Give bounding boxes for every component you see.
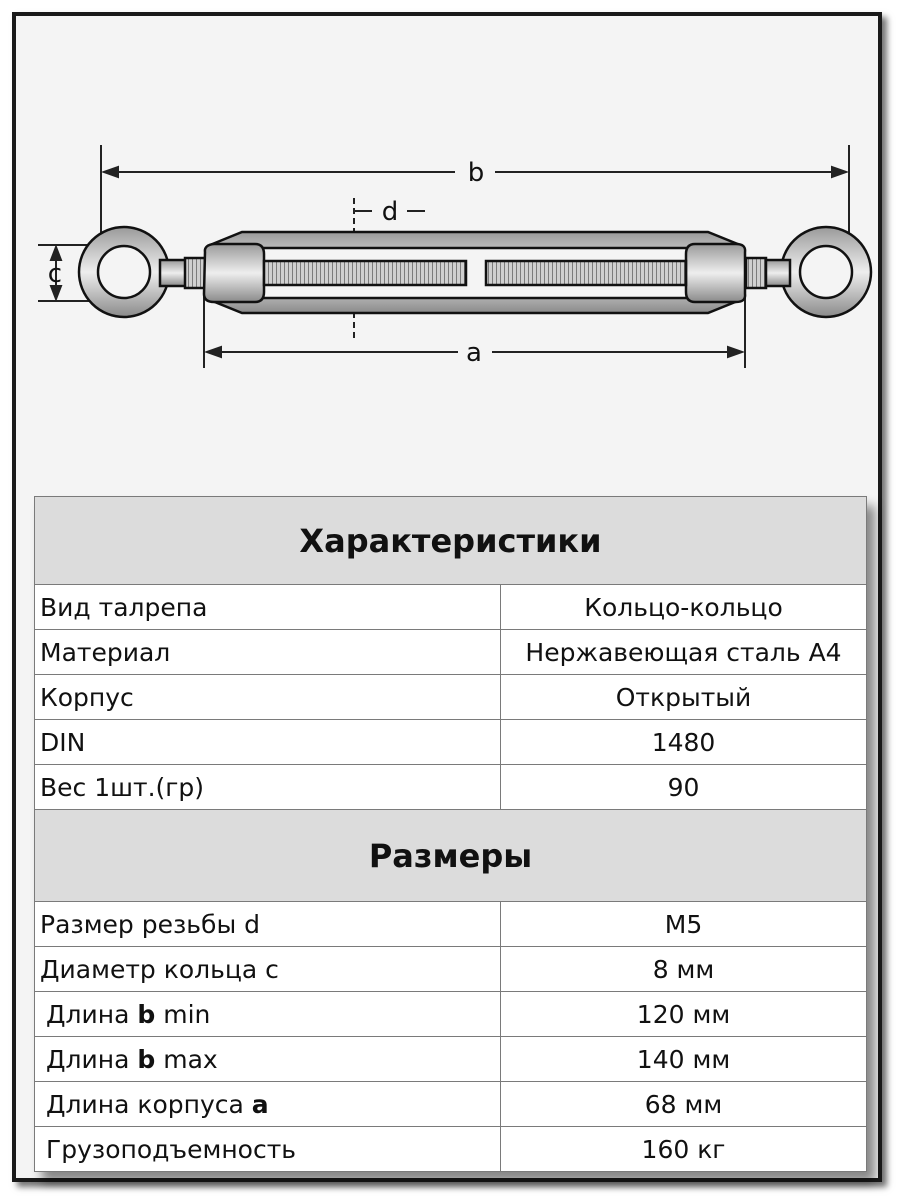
table-row <box>35 992 867 1037</box>
row-value: Нержавеющая сталь А4 <box>525 637 842 667</box>
row-value: 68 мм <box>644 1089 723 1119</box>
table-row <box>35 1037 867 1082</box>
row-key: Вес 1шт.(гр) <box>35 765 501 809</box>
row-key: Вид талрепа <box>35 585 501 629</box>
table-row <box>35 585 867 630</box>
row-key-text: Длина <box>46 999 138 1029</box>
table-row <box>35 720 867 765</box>
table-row <box>35 630 867 675</box>
label-b: b <box>467 158 485 188</box>
row-value: 140 мм <box>636 1044 731 1074</box>
row-key <box>35 1037 501 1081</box>
row-key-text: Длина корпуса <box>46 1089 252 1119</box>
table-row <box>35 675 867 720</box>
row-value: М5 <box>664 909 703 939</box>
table-row <box>35 765 867 810</box>
label-a: a <box>466 338 482 368</box>
row-key <box>35 992 501 1036</box>
table-row <box>35 1127 867 1172</box>
row-key-bold: b <box>137 999 156 1029</box>
row-value: 160 кг <box>641 1134 726 1164</box>
turnbuckle-drawing <box>0 0 900 480</box>
label-d: d <box>381 197 399 227</box>
table-row <box>35 947 867 992</box>
spec-table <box>34 496 867 1172</box>
left-eye-ring <box>79 227 205 317</box>
row-key-suffix: min <box>155 999 211 1029</box>
characteristics-title: Характеристики <box>35 497 867 585</box>
row-value: 1480 <box>651 727 716 757</box>
row-key: DIN <box>35 720 501 764</box>
row-value: 90 <box>667 772 700 802</box>
row-value: 120 мм <box>636 999 731 1029</box>
row-value: 8 мм <box>652 954 715 984</box>
row-key-text: Длина <box>46 1044 138 1074</box>
row-key: Материал <box>35 630 501 674</box>
label-c: c <box>47 259 62 289</box>
row-value: Открытый <box>615 682 752 712</box>
row-key-bold: b <box>137 1044 156 1074</box>
row-value: Кольцо-кольцо <box>584 592 783 622</box>
row-key <box>35 1082 501 1126</box>
row-key: Размер резьбы d <box>35 902 501 946</box>
right-eye-ring <box>746 227 871 317</box>
table-row <box>35 902 867 947</box>
row-key: Диаметр кольца c <box>35 947 501 991</box>
turnbuckle-body <box>204 232 745 313</box>
table-row <box>35 1082 867 1127</box>
dimensions-title: Размеры <box>35 810 867 902</box>
row-key: Грузоподъемность <box>35 1127 501 1171</box>
row-key-bold: a <box>251 1089 269 1119</box>
row-key-suffix: max <box>155 1044 218 1074</box>
row-key: Корпус <box>35 675 501 719</box>
